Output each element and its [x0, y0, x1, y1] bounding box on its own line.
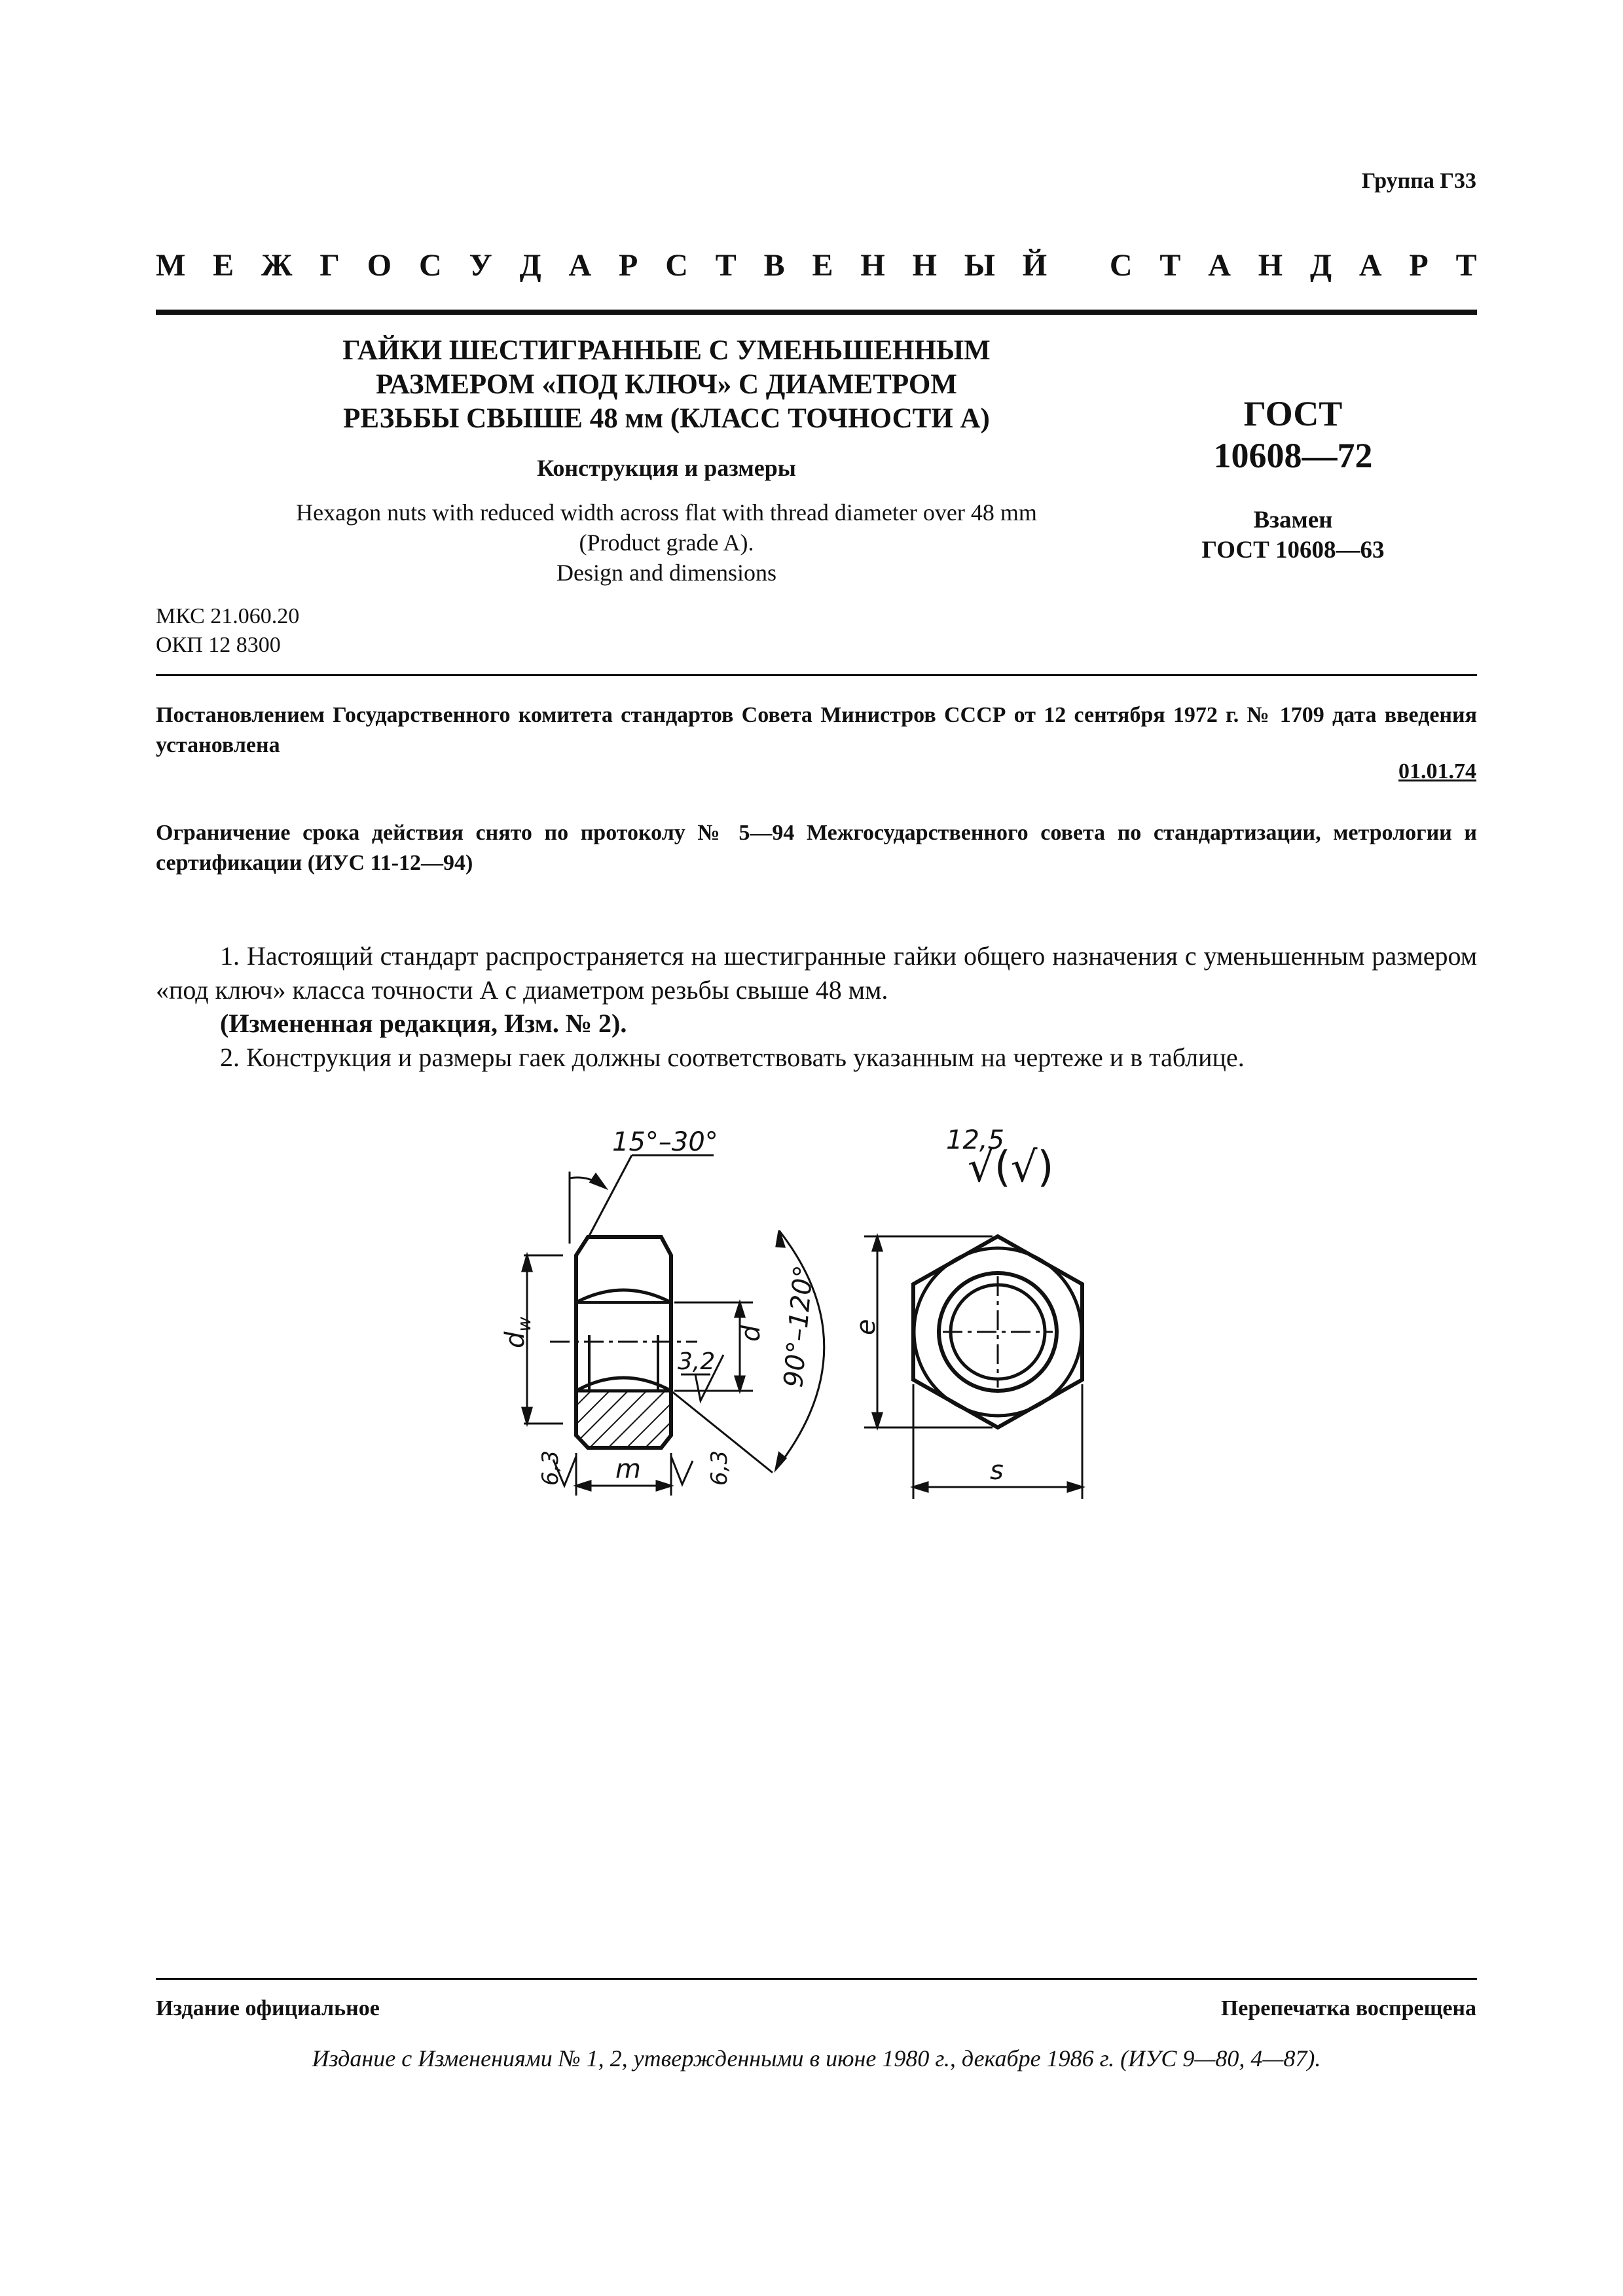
group-label: Группа Г33 — [1361, 169, 1476, 193]
title-line-2: РАЗМЕРОМ «ПОД КЛЮЧ» С ДИАМЕТРОМ — [376, 369, 957, 400]
introduction-date: 01.01.74 — [1398, 759, 1476, 783]
hatched-section — [576, 1391, 671, 1448]
dim-dw-label — [500, 1317, 535, 1348]
gost-number: 10608—72 — [1213, 436, 1373, 475]
edition-note: Издание с Изменениями № 1, 2, утвержденными в июне 1980 г., декабре 1986 г. (ИУС 9—80, 4—87). — [312, 2045, 1321, 2072]
interstate-letter: С — [418, 248, 442, 283]
interstate-letter: С — [1109, 248, 1133, 283]
top-view — [998, 1237, 1097, 1242]
interstate-letter: А — [1208, 248, 1231, 283]
interstate-letter: А — [568, 248, 592, 283]
title-en-line-3: Design and dimensions — [556, 560, 776, 586]
gost-label: ГОСТ — [1243, 394, 1343, 433]
title-en-line-1: Hexagon nuts with reduced width across flat with thread diameter over 48 mm — [296, 499, 1037, 526]
chamfer-angle-callout — [570, 1155, 714, 1244]
roughness-63-right — [671, 1456, 693, 1484]
dim-d-label: d — [736, 1325, 766, 1342]
paragraph-1: 1. Настоящий стандарт распространяется на шестигранные гайки общего назначения с уменьшенным размером «под ключ» класса точности А с диаметром резьбы свыше 48 мм. — [156, 941, 1477, 1005]
roughness-63-right-label: 6,3 — [706, 1450, 733, 1486]
paragraph-2: 2. Конструкция и размеры гаек должны соответствовать указанным на чертеже и в таблице. — [220, 1043, 1245, 1072]
dim-e — [864, 1236, 993, 1427]
interstate-letter: Д — [1309, 248, 1332, 283]
decree-text: Постановлением Государственного комитета стандартов Совета Министров СССР от 12 сентября 1972 г. № 1709 дата введения установлена — [156, 703, 1477, 757]
dim-e-label: e — [851, 1319, 881, 1335]
interstate-letter: Й — [1022, 248, 1048, 283]
interstate-letter: Е — [812, 248, 833, 283]
dim-dw-letter: d — [500, 1331, 530, 1348]
roughness-general-value: 12,5 — [946, 1125, 1005, 1155]
roughness-32-label: 3,2 — [678, 1348, 716, 1375]
dim-d — [674, 1302, 753, 1391]
interstate-letter: О — [367, 248, 392, 283]
interstate-letter: Г — [319, 248, 340, 283]
title-line-1: ГАЙКИ ШЕСТИГРАННЫЕ С УМЕНЬШЕННЫМ — [342, 335, 991, 366]
interstate-letter: Т — [1455, 248, 1477, 283]
interstate-letter: А — [1359, 248, 1382, 283]
roughness-general-symbol: √(√) — [968, 1143, 1054, 1192]
interstate-letter: Т — [1159, 248, 1181, 283]
mks-code: МКС 21.060.20 — [156, 604, 300, 628]
interstate-letter: Е — [213, 248, 234, 283]
countersink-angle-label: 90°–120° — [778, 1264, 820, 1389]
nut-plan-details — [914, 1248, 1082, 1416]
replaces-label: Взамен — [1253, 507, 1333, 533]
limitation-text: Ограничение срока действия снято по протоколу № 5—94 Межгосударственного совета по стандартизации, метрологии и сертификации (ИУС 11-12—94) — [156, 821, 1477, 875]
replaces-standard: ГОСТ 10608—63 — [1201, 537, 1385, 564]
interstate-letter: Д — [519, 248, 541, 283]
chamfer-angle-label: 15°–30° — [612, 1127, 718, 1157]
title-en-line-2: (Product grade A). — [579, 529, 754, 556]
amendment-note: (Измененная редакция, Изм. № 2). — [220, 1009, 627, 1038]
dim-dw-subscript: w — [513, 1316, 535, 1332]
interstate-letter: Н — [860, 248, 885, 283]
interstate-letter: Ж — [261, 248, 293, 283]
interstate-letter: Н — [1258, 248, 1283, 283]
subtitle: Конструкция и размеры — [537, 455, 796, 481]
interstate-letter: В — [763, 248, 785, 283]
interstate-letter: Ы — [964, 248, 995, 283]
chamfer-upper-curve — [576, 1290, 671, 1302]
dim-s-label: s — [990, 1456, 1004, 1486]
thread-inner-circle — [951, 1285, 1045, 1379]
footer-rule — [156, 1978, 1477, 1980]
title-line-3: РЕЗЬБЫ СВЫШЕ 48 мм (КЛАСС ТОЧНОСТИ А) — [343, 403, 990, 434]
dim-m-label: m — [615, 1454, 641, 1484]
okp-code: ОКП 12 8300 — [156, 633, 281, 657]
official-edition: Издание официальное — [156, 1996, 380, 2020]
interstate-letter: Р — [1409, 248, 1429, 283]
interstate-letter: С — [665, 248, 688, 283]
interstate-letter: У — [469, 248, 492, 283]
interstate-letter: Т — [715, 248, 737, 283]
reprint-prohibited: Перепечатка воспрещена — [1220, 1996, 1476, 2020]
roughness-63-left-label: 6,3 — [538, 1450, 564, 1486]
interstate-letter: Н — [912, 248, 937, 283]
interstate-letter: М — [156, 248, 186, 283]
interstate-letter: Р — [619, 248, 638, 283]
